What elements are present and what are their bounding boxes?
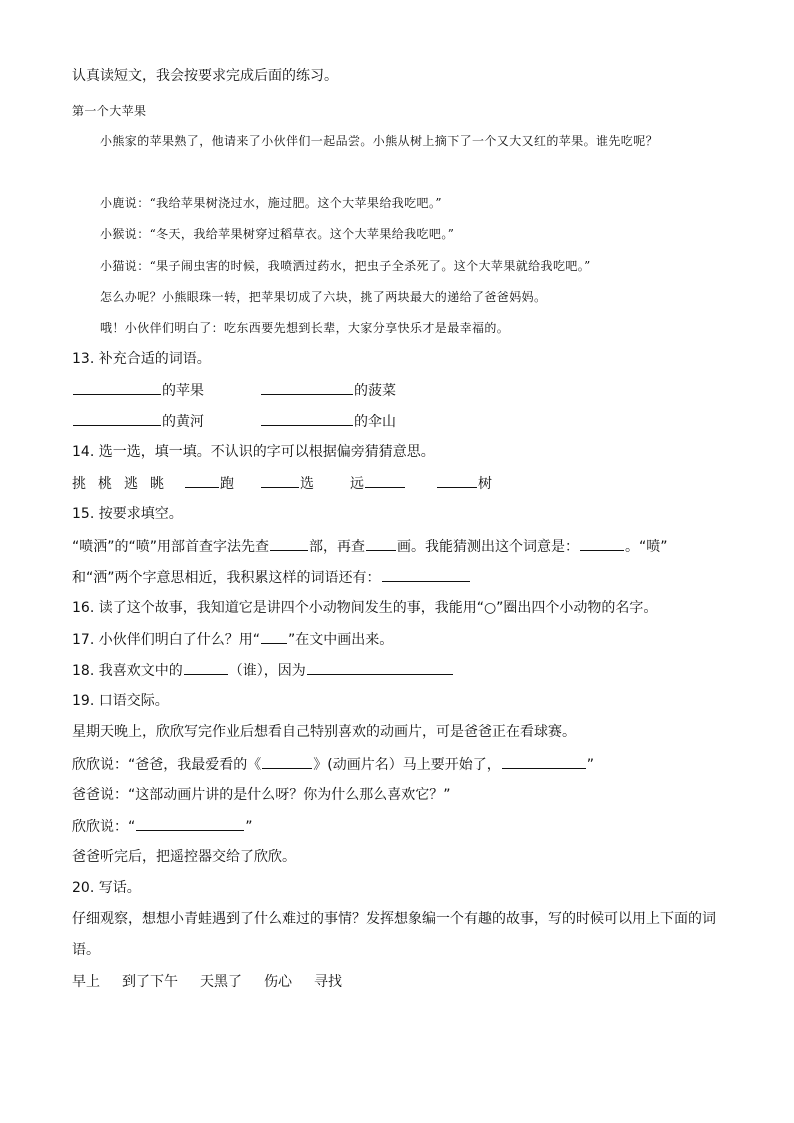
instructions: 认真读短文，我会按要求完成后面的练习。 [72,68,338,84]
q19-blank[interactable] [502,754,586,769]
q14-fill: 树 [478,476,492,492]
q20-line1: 仔细观察，想想小青蛙遇到了什么难过的事情？发挥想象编一个有趣的故事，写的时候可以用上下面的词 [72,911,716,927]
q19-line3 [72,816,253,837]
q14-blank[interactable] [261,473,299,488]
q13-item: 的伞山 [354,414,396,430]
q15-blank[interactable] [580,536,624,551]
q19-line2: 爸爸说：“这部动画片讲的是什么呀？你为什么那么喜欢它？” [72,787,451,803]
q14-char: 眺 [150,476,164,492]
q18-blank[interactable] [307,660,453,675]
q14-blank[interactable] [437,473,477,488]
q15-prompt: 15. 按要求填空。 [72,506,183,522]
q17-row [72,629,393,650]
q14-row [72,473,492,494]
q20-word: 天黑了 [200,974,242,990]
q15-line2 [72,567,471,588]
q14-char: 逃 [124,476,138,492]
q19-text: ” [245,819,253,835]
q17-text: 17. 小伙伴们明白了什么？用“ [72,632,260,648]
q19-text: 欣欣说：“ [72,819,136,835]
q14-blank[interactable] [185,473,219,488]
story-paragraph: 哦！小伙伴们明白了：吃东西要先想到长辈，大家分享快乐才是最幸福的。 [100,321,510,335]
q13-item: 的黄河 [162,414,204,430]
q15-blank[interactable] [270,536,308,551]
q15-text: 和“洒”两个字意思相近，我积累这样的词语还有： [72,570,381,586]
story-paragraph: 小猫说：“果子闹虫害的时候，我喷洒过药水，把虫子全杀死了。这个大苹果就给我吃吧。” [100,259,591,273]
q13-blank[interactable] [261,411,353,426]
story-paragraph: 小熊家的苹果熟了，他请来了小伙伴们一起品尝。小熊从树上摘下了一个又大又红的苹果。谁先吃呢？ [100,134,659,148]
story-paragraph: 小鹿说：“我给苹果树浇过水，施过肥。这个大苹果给我吃吧。” [100,196,442,210]
q13-row [72,411,396,432]
q19-scene: 星期天晚上，欣欣写完作业后想看自己特别喜欢的动画片，可是爸爸正在看球赛。 [72,724,576,740]
q13-blank[interactable] [261,380,353,395]
q13-row [72,380,396,401]
q14-char: 挑 [72,476,86,492]
q18-text: 18. 我喜欢文中的 [72,663,183,679]
q15-text: “喷洒”的“喷”用部首查字法先查 [72,539,270,555]
q15-blank[interactable] [366,536,396,551]
q17-underline-mark [261,629,287,644]
q19-text: 》(动画片名）马上要开始了， [313,757,501,773]
q16-text: 16. 读了这个故事，我知道它是讲四个小动物间发生的事，我能用“○”圈出四个小动物的名字。 [72,600,658,616]
q19-blank[interactable] [136,816,244,831]
q20-prompt: 20. 写话。 [72,880,141,896]
q17-text: ”在文中画出来。 [287,632,394,648]
q19-blank[interactable] [262,754,312,769]
q14-blank[interactable] [365,473,405,488]
q13-blank[interactable] [73,411,161,426]
q13-item: 的菠菜 [354,383,396,399]
q14-prompt: 14. 选一选，填一填。不认识的字可以根据偏旁猜猜意思。 [72,444,435,460]
q20-line2: 语。 [72,942,100,958]
q20-word: 到了下午 [122,974,178,990]
story-title: 第一个大苹果 [72,104,147,118]
story-paragraph: 怎么办呢？小熊眼珠一转，把苹果切成了六块，挑了两块最大的递给了爸爸妈妈。 [100,290,547,304]
q20-word: 寻找 [314,974,342,990]
q20-word: 伤心 [264,974,292,990]
story-paragraph: 小猴说：“冬天，我给苹果树穿过稻草衣。这个大苹果给我吃吧。” [100,227,455,241]
q15-text: 画。我能猜测出这个词意是： [397,539,580,555]
q19-prompt: 19. 口语交际。 [72,693,169,709]
q13-item: 的苹果 [162,383,204,399]
q19-text: 欣欣说：“爸爸，我最爱看的《 [72,757,262,773]
q15-text: 部，再查 [309,539,366,555]
q14-fill: 远 [350,476,364,492]
q15-blank[interactable] [382,567,470,582]
q13-prompt: 13. 补充合适的词语。 [72,351,211,367]
q20-words [72,972,342,992]
q15-text: 。“喷” [625,539,668,555]
q18-blank[interactable] [184,660,228,675]
q18-text: （谁），因为 [228,663,306,679]
q14-char: 桃 [98,476,112,492]
q18-row [72,660,454,681]
q13-blank[interactable] [73,380,161,395]
q14-fill: 选 [300,476,314,492]
q15-line1 [72,536,668,557]
q14-fill: 跑 [220,476,234,492]
q19-line4: 爸爸听完后，把遥控器交给了欣欣。 [72,849,296,865]
q19-line1 [72,754,594,775]
q20-word: 早上 [72,974,100,990]
q19-text: ” [586,757,594,773]
